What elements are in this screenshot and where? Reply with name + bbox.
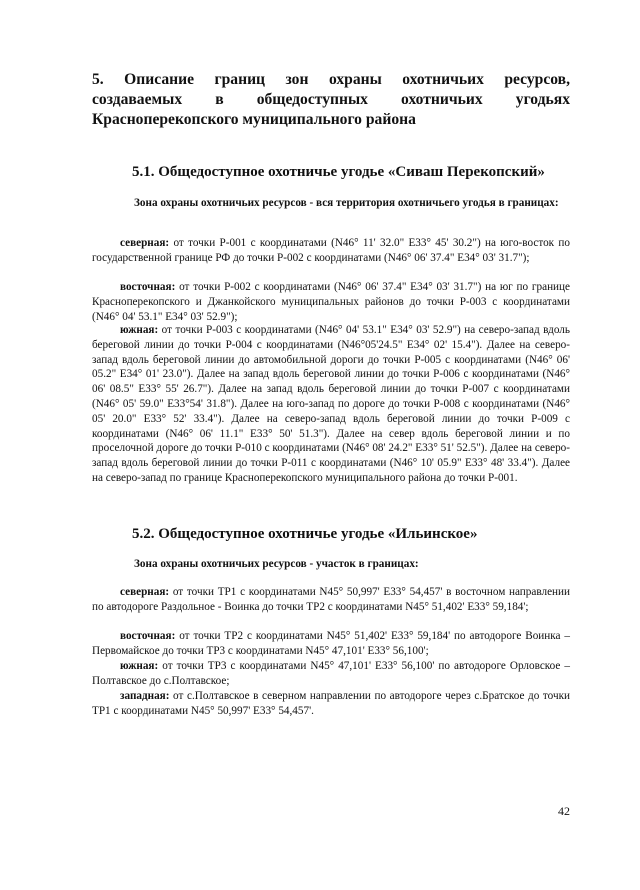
zone-text-5-2: Зона охраны охотничьих ресурсов - участок в границах:	[134, 558, 419, 570]
boundary-label: западная:	[120, 690, 170, 702]
boundary-text: от точки Р-001 с координатами (N46° 11' 32.0" E33° 45' 30.2") на юго-восток по государственной границе РФ до точки Р-002 с координатами (N46° 06' 37.4" E34° 03' 31.7");	[92, 237, 570, 264]
boundary-label: северная:	[120, 237, 170, 249]
boundary-north-5-1	[92, 236, 570, 266]
boundary-text: от точки ТР2 с координатами N45° 51,402' E33° 59,184' по автодороге Воинка – Первомайское до точки ТР3 с координатами N45° 47,101' E33° 56,100';	[92, 630, 570, 657]
boundary-text: от точки Р-002 с координатами (N46° 06' 37.4" E34° 03' 31.7") на юг по границе Красноперекопского и Джанкойского муниципальных районов до точки Р-003 с координатами (N46° 04' 53.1" E34° 03' 52.9");	[92, 281, 570, 323]
subsection-title-5-2: 5.2. Общедоступное охотничье угодье «Ильинское»	[132, 526, 478, 542]
boundary-east-5-2	[92, 629, 570, 659]
boundary-label: восточная:	[120, 281, 176, 293]
boundary-label: южная:	[120, 324, 159, 336]
boundary-text: от точки ТР3 с координатами N45° 47,101' E33° 56,100' по автодороге Орловское – Полтавское до с.Полтавское;	[92, 660, 570, 687]
page-number: 42	[558, 804, 570, 818]
boundary-label: северная:	[120, 586, 170, 598]
boundary-south-5-1	[92, 323, 570, 486]
boundary-label: восточная:	[120, 630, 176, 642]
boundary-west-5-2	[92, 689, 570, 719]
section-heading-line1: 5. Описание границ зон охраны охотничьих ресурсов,	[92, 71, 570, 88]
boundary-north-5-2	[92, 585, 570, 615]
boundary-text: от точки Р-003 с координатами (N46° 04' 53.1" E34° 03' 52.9") на северо-запад вдоль береговой линии до точки Р-004 с координатами (N46°05'24.5" E34° 02' 15.4"). Далее на северо-запад вдоль береговой линии до автомобильной дороги до точки Р-005 с координатами (N46° 06' 05.2" E34° 01' 23.0"). Далее на запад вдоль береговой линии до точки Р-006 с координатами (N46° 06' 08.5" E33° 55' 26.7"). Далее на запад вдоль береговой линии до точки Р-007 с координатами (N46° 05' 59.0" E33°54' 31.8"). Далее на юго-запад по дороге до точки Р-008 с координатами (N46° 05' 20.0" E33° 52' 33.4"). Далее на северо-запад вдоль береговой линии до точки Р-009 с координатами (N46° 06' 11.1" E33° 50' 51.3"). Далее на север вдоль береговой линии и по проселочной дороге до точки Р-010 с координатами (N46° 08' 24.2" E33° 51' 52.5"). Далее на северо-запад вдоль береговой линии до точки Р-011 с координатами (N46° 10' 05.9" E33° 48' 33.4"). Далее на северо-запад по границе Красноперекопского муниципального района до точки Р-001.	[92, 324, 570, 484]
boundary-text: от точки ТР1 с координатами N45° 50,997' E33° 54,457' в восточном направлении по автодороге Раздольное - Воинка до точки ТР2 с координатами N45° 51,402' E33° 59,184';	[92, 586, 570, 613]
boundary-text: от с.Полтавское в северном направлении по автодороге через с.Братское до точки ТР1 с координатами N45° 50,997' E33° 54,457'.	[92, 690, 570, 717]
subsection-title-5-1: 5.1. Общедоступное охотничье угодье «Сиваш Перекопский»	[132, 164, 545, 180]
boundary-label: южная:	[120, 660, 159, 672]
section-heading-rest: создаваемых в общедоступных охотничьих угодьях Красноперекопского муниципального района	[92, 91, 570, 128]
boundary-east-5-1	[92, 280, 570, 324]
boundary-south-5-2	[92, 659, 570, 689]
section-heading	[92, 70, 570, 130]
zone-text-5-1: Зона охраны охотничьих ресурсов - вся территория охотничьего угодья в границах:	[134, 197, 559, 209]
